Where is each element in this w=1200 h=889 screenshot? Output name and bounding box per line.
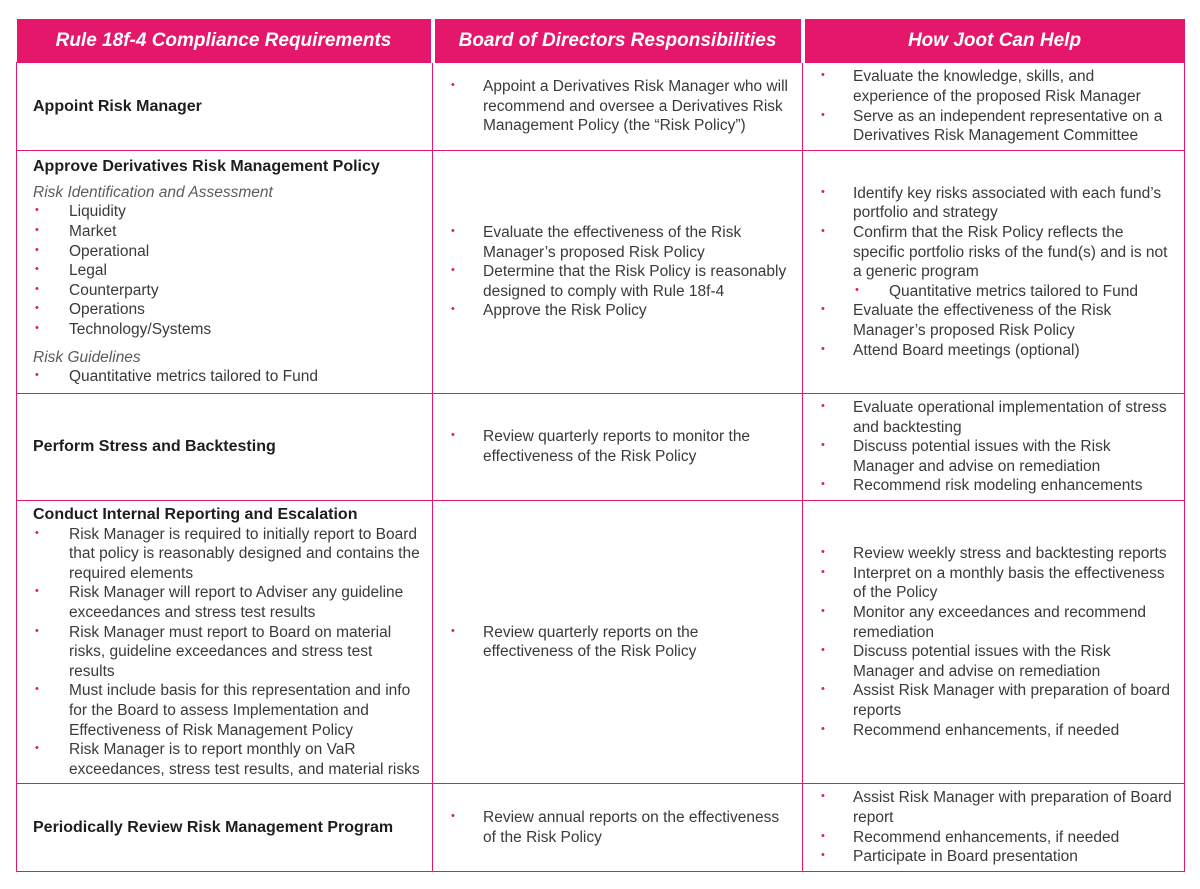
requirement-cell bbox=[17, 151, 433, 394]
requirement-cell bbox=[17, 784, 433, 871]
list-item: • Interpret on a monthly basis the effectiveness of the Policy bbox=[819, 564, 1174, 603]
header-col-joot: How Joot Can Help bbox=[803, 19, 1185, 63]
list-item: • Evaluate the knowledge, skills, and experience of the proposed Risk Manager bbox=[819, 67, 1174, 106]
list-item: • Quantitative metrics tailored to Fund bbox=[819, 282, 1174, 302]
joot-cell bbox=[803, 151, 1185, 394]
list-item: • Market bbox=[33, 222, 422, 242]
list-item: • Assist Risk Manager with preparation of Board report bbox=[819, 788, 1174, 827]
list-item: • Evaluate the effectiveness of the Risk Manager’s proposed Risk Policy bbox=[819, 301, 1174, 340]
list-item: • Discuss potential issues with the Risk Manager and advise on remediation bbox=[819, 642, 1174, 681]
table-row bbox=[17, 151, 1185, 394]
list-item: • Assist Risk Manager with preparation of board reports bbox=[819, 681, 1174, 720]
list-item: • Operational bbox=[33, 242, 422, 262]
board-cell bbox=[433, 501, 803, 784]
list-item: • Operations bbox=[33, 300, 422, 320]
list-item: • Liquidity bbox=[33, 202, 422, 222]
list-item: • Risk Manager is to report monthly on VaR exceedances, stress test results, and material risks bbox=[33, 740, 422, 779]
row-title: Periodically Review Risk Management Program bbox=[33, 818, 394, 836]
list-item: • Review quarterly reports to monitor the effectiveness of the Risk Policy bbox=[449, 427, 792, 466]
row-title: Approve Derivatives Risk Management Policy bbox=[33, 158, 380, 176]
joot-cell bbox=[803, 501, 1185, 784]
list-item: • Attend Board meetings (optional) bbox=[819, 341, 1174, 361]
joot-cell bbox=[803, 63, 1185, 151]
row-title: Perform Stress and Backtesting bbox=[33, 438, 276, 456]
list-item: • Identify key risks associated with each fund’s portfolio and strategy bbox=[819, 184, 1174, 223]
list-item: • Evaluate the effectiveness of the Risk Manager’s proposed Risk Policy bbox=[449, 223, 792, 262]
list-item: • Serve as an independent representative on a Derivatives Risk Management Committee bbox=[819, 107, 1174, 146]
joot-cell bbox=[803, 784, 1185, 871]
list-item: • Recommend enhancements, if needed bbox=[819, 721, 1174, 741]
requirement-cell bbox=[17, 501, 433, 784]
list-item: • Quantitative metrics tailored to Fund bbox=[33, 367, 422, 387]
table-row bbox=[17, 394, 1185, 501]
list-item: • Risk Manager must report to Board on material risks, guideline exceedances and stress test results bbox=[33, 623, 422, 682]
table-row bbox=[17, 784, 1185, 871]
list-item: • Counterparty bbox=[33, 281, 422, 301]
list-item: • Monitor any exceedances and recommend remediation bbox=[819, 603, 1174, 642]
subheading: Risk Guidelines bbox=[33, 348, 141, 366]
board-cell bbox=[433, 784, 803, 871]
list-item: • Approve the Risk Policy bbox=[449, 301, 792, 321]
list-item: • Recommend enhancements, if needed bbox=[819, 828, 1174, 848]
list-item: • Participate in Board presentation bbox=[819, 847, 1174, 867]
table-row bbox=[17, 501, 1185, 784]
list-item: • Determine that the Risk Policy is reasonably designed to comply with Rule 18f-4 bbox=[449, 262, 792, 301]
list-item: • Risk Manager is required to initially report to Board that policy is reasonably designed and contains the required elements bbox=[33, 525, 422, 584]
header-row bbox=[17, 19, 1185, 63]
row-title: Conduct Internal Reporting and Escalation bbox=[33, 506, 358, 523]
requirement-cell bbox=[17, 394, 433, 501]
list-item: • Recommend risk modeling enhancements bbox=[819, 476, 1174, 496]
list-item: • Risk Manager will report to Adviser any guideline exceedances and stress test results bbox=[33, 583, 422, 622]
list-item: • Appoint a Derivatives Risk Manager who will recommend and oversee a Derivatives Risk Management Policy (the “Risk Policy”) bbox=[449, 77, 792, 136]
list-item: • Review quarterly reports on the effectiveness of the Risk Policy bbox=[449, 623, 792, 662]
list-item: • Technology/Systems bbox=[33, 320, 422, 340]
list-item: • Confirm that the Risk Policy reflects the specific portfolio risks of the fund(s) and is not a generic program bbox=[819, 223, 1174, 282]
board-cell bbox=[433, 394, 803, 501]
board-cell bbox=[433, 63, 803, 151]
requirement-cell bbox=[17, 63, 433, 151]
subheading: Risk Identification and Assessment bbox=[33, 183, 273, 201]
list-item: • Review annual reports on the effectiveness of the Risk Policy bbox=[449, 808, 792, 847]
table-row bbox=[17, 63, 1185, 151]
header-col-board: Board of Directors Responsibilities bbox=[433, 19, 803, 63]
list-item: • Discuss potential issues with the Risk Manager and advise on remediation bbox=[819, 437, 1174, 476]
list-item: • Review weekly stress and backtesting reports bbox=[819, 544, 1174, 564]
header-col-requirements: Rule 18f-4 Compliance Requirements bbox=[17, 19, 433, 63]
compliance-table bbox=[16, 19, 1185, 872]
row-title: Appoint Risk Manager bbox=[33, 97, 202, 115]
joot-cell bbox=[803, 394, 1185, 501]
list-item: • Evaluate operational implementation of stress and backtesting bbox=[819, 398, 1174, 437]
list-item: • Must include basis for this representation and info for the Board to assess Implementation and Effectiveness of Risk Management Policy bbox=[33, 681, 422, 740]
board-cell bbox=[433, 151, 803, 394]
list-item: • Legal bbox=[33, 261, 422, 281]
